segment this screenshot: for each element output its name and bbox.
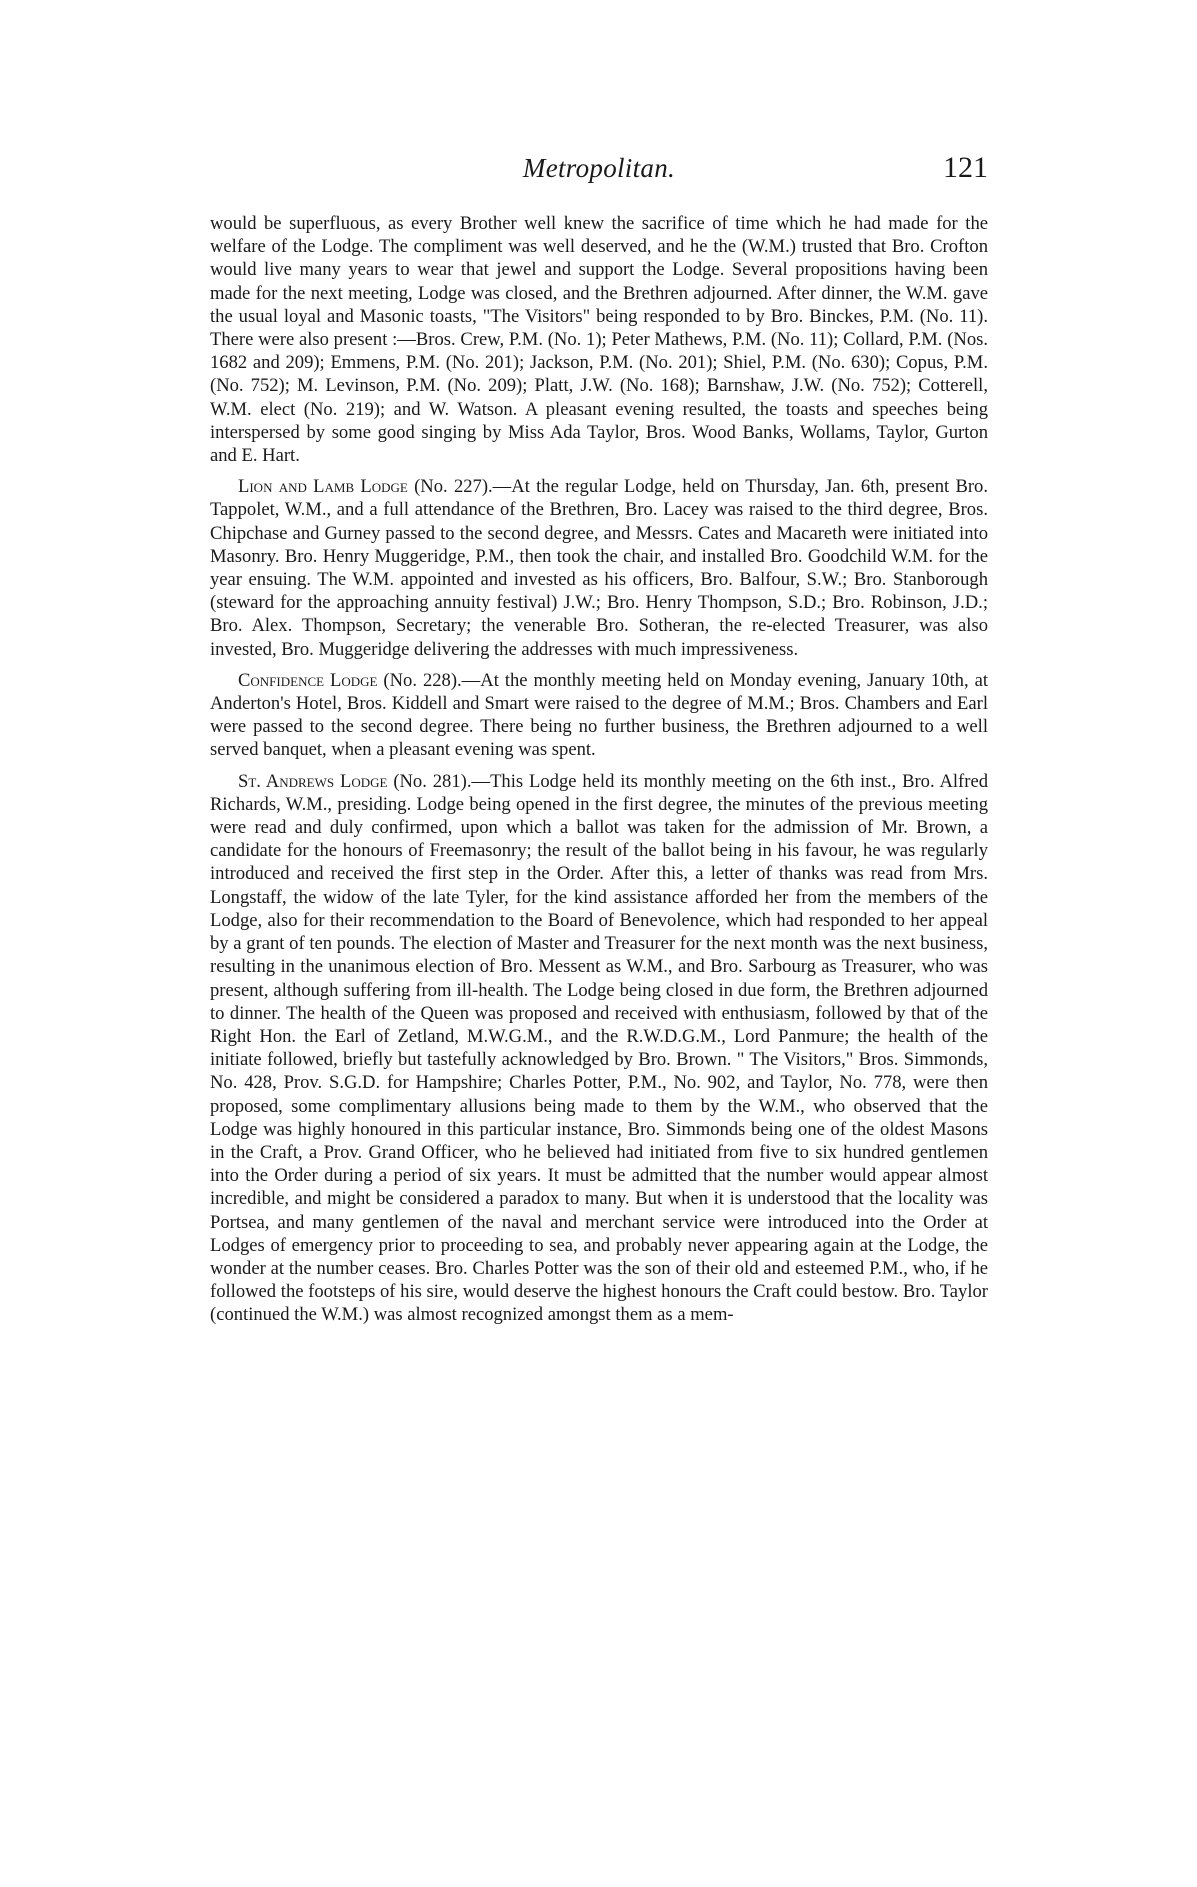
paragraph-text: (No. 281).—This Lodge held its monthly meeting on the 6th inst., Bro. Alfred Richards, W.M., presiding. Lodge being opened in the first degree, the minutes of the previous meeting were read and duly confirmed, upon which a ballot was taken for the admission of Mr. Brown, a candidate for the honours of Freemasonry; the result of the ballot being in his favour, he was regularly introduced and received the first step in the Order. After this, a letter of thanks was read from Mrs. Longstaff, the widow of the late Tyler, for the kind assistance afforded her from the members of the Lodge, also for their recommendation to the Board of Benevolence, which had responded to her appeal by a grant of ten pounds. The election of Master and Treasurer for the next month was the next business, resulting in the unanimous election of Bro. Messent as W.M., and Bro. Sarbourg as Treasurer, who was present, although suffering from ill-health. The Lodge being closed in due form, the Brethren adjourned to dinner. The health of the Queen was proposed and received with enthusiasm, followed by that of the Right Hon. the Earl of Zetland, M.W.G.M., and the R.W.D.G.M., Lord Panmure; the health of the initiate followed, briefly but tastefully acknowledged by Bro. Brown. " The Visitors," Bros. Simmonds, No. 428, Prov. S.G.D. for Hampshire; Charles Potter, P.M., No. 902, and Taylor, No. 778, were then proposed, some complimentary allusions being made to them by the W.M., who observed that the Lodge was highly honoured in this particular instance, Bro. Simmonds being one of the oldest Masons in the Craft, a Prov. Grand Officer, who he believed had initiated from five to six hundred gentlemen into the Order during a period of six years. It must be admitted that the number would appear almost incredible, and might be considered a paradox to many. But when it is understood that the locality was Portsea, and many gentlemen of the naval and merchant service were introduced into the Order at Lodges of emergency prior to proceeding to sea, and probably never appearing again at the Lodge, the wonder at the number ceases. Bro. Charles Potter was the son of their old and esteemed P.M., who, if he followed the footsteps of his sire, would deserve the highest honours the Craft could bestow. Bro. Taylor (continued the W.M.) was almost recognized amongst them as a mem- xyxy=(210,770,988,1326)
lodge-name: Lion and Lamb Lodge xyxy=(238,476,408,498)
body-text xyxy=(210,212,988,1335)
lodge-name: St. Andrews Lodge xyxy=(238,770,388,792)
paragraph-text: (No. 228).—At the monthly meeting held on Monday evening, January 10th, at Anderton's Hotel, Bros. Kiddell and Smart were raised to the degree of M.M.; Bros. Chambers and Earl were passed to the second degree. There being no further business, the Brethren adjourned to a well served banquet, when a pleasant evening was spent. xyxy=(210,669,988,761)
paragraph-continuation xyxy=(210,212,988,467)
paragraph-text: (No. 227).—At the regular Lodge, held on Thursday, Jan. 6th, present Bro. Tappolet, W.M., and a full attendance of the Brethren, Bro. Lacey was raised to the third degree, Bros. Chipchase and Gurney passed to the second degree, and Messrs. Cates and Macareth were initiated into Masonry. Bro. Henry Muggeridge, P.M., then took the chair, and installed Bro. Goodchild W.M. for the year ensuing. The W.M. appointed and invested as his officers, Bro. Balfour, S.W.; Bro. Stanborough (steward for the approaching annuity festival) J.W.; Bro. Henry Thompson, S.D.; Bro. Robinson, J.D.; Bro. Alex. Thompson, Secretary; the venerable Bro. Sotheran, the re-elected Treasurer, was also invested, Bro. Muggeridge delivering the addresses with much impressiveness. xyxy=(210,476,988,660)
paragraph-text: would be superfluous, as every Brother well knew the sacrifice of time which he had made for the welfare of the Lodge. The compliment was well deserved, and he the (W.M.) trusted that Bro. Crofton would live many years to wear that jewel and support the Lodge. Several propositions having been made for the next meeting, Lodge was closed, and the Brethren adjourned. After dinner, the W.M. gave the usual loyal and Masonic toasts, "The Visitors" being responded to by Bro. Binckes, P.M. (No. 11). There were also present :—Bros. Crew, P.M. (No. 1); Peter Mathews, P.M. (No. 11); Collard, P.M. (Nos. 1682 and 209); Emmens, P.M. (No. 201); Jackson, P.M. (No. 201); Shiel, P.M. (No. 630); Copus, P.M. (No. 752); M. Levinson, P.M. (No. 209); Platt, J.W. (No. 168); Barnshaw, J.W. (No. 752); Cotterell, W.M. elect (No. 219); and W. Watson. A pleasant evening resulted, the toasts and speeches being interspersed by some good singing by Miss Ada Taylor, Bros. Wood Banks, Wollams, Taylor, Gurton and E. Hart. xyxy=(210,213,988,467)
page-number: 121 xyxy=(943,151,988,184)
lodge-name: Confidence Lodge xyxy=(238,669,378,691)
paragraph-st-andrews-lodge xyxy=(210,770,988,1327)
paragraph-confidence-lodge xyxy=(210,669,988,762)
running-title: Metropolitan. xyxy=(522,153,676,183)
running-header xyxy=(210,153,988,189)
paragraph-lion-and-lamb-lodge xyxy=(210,475,988,661)
